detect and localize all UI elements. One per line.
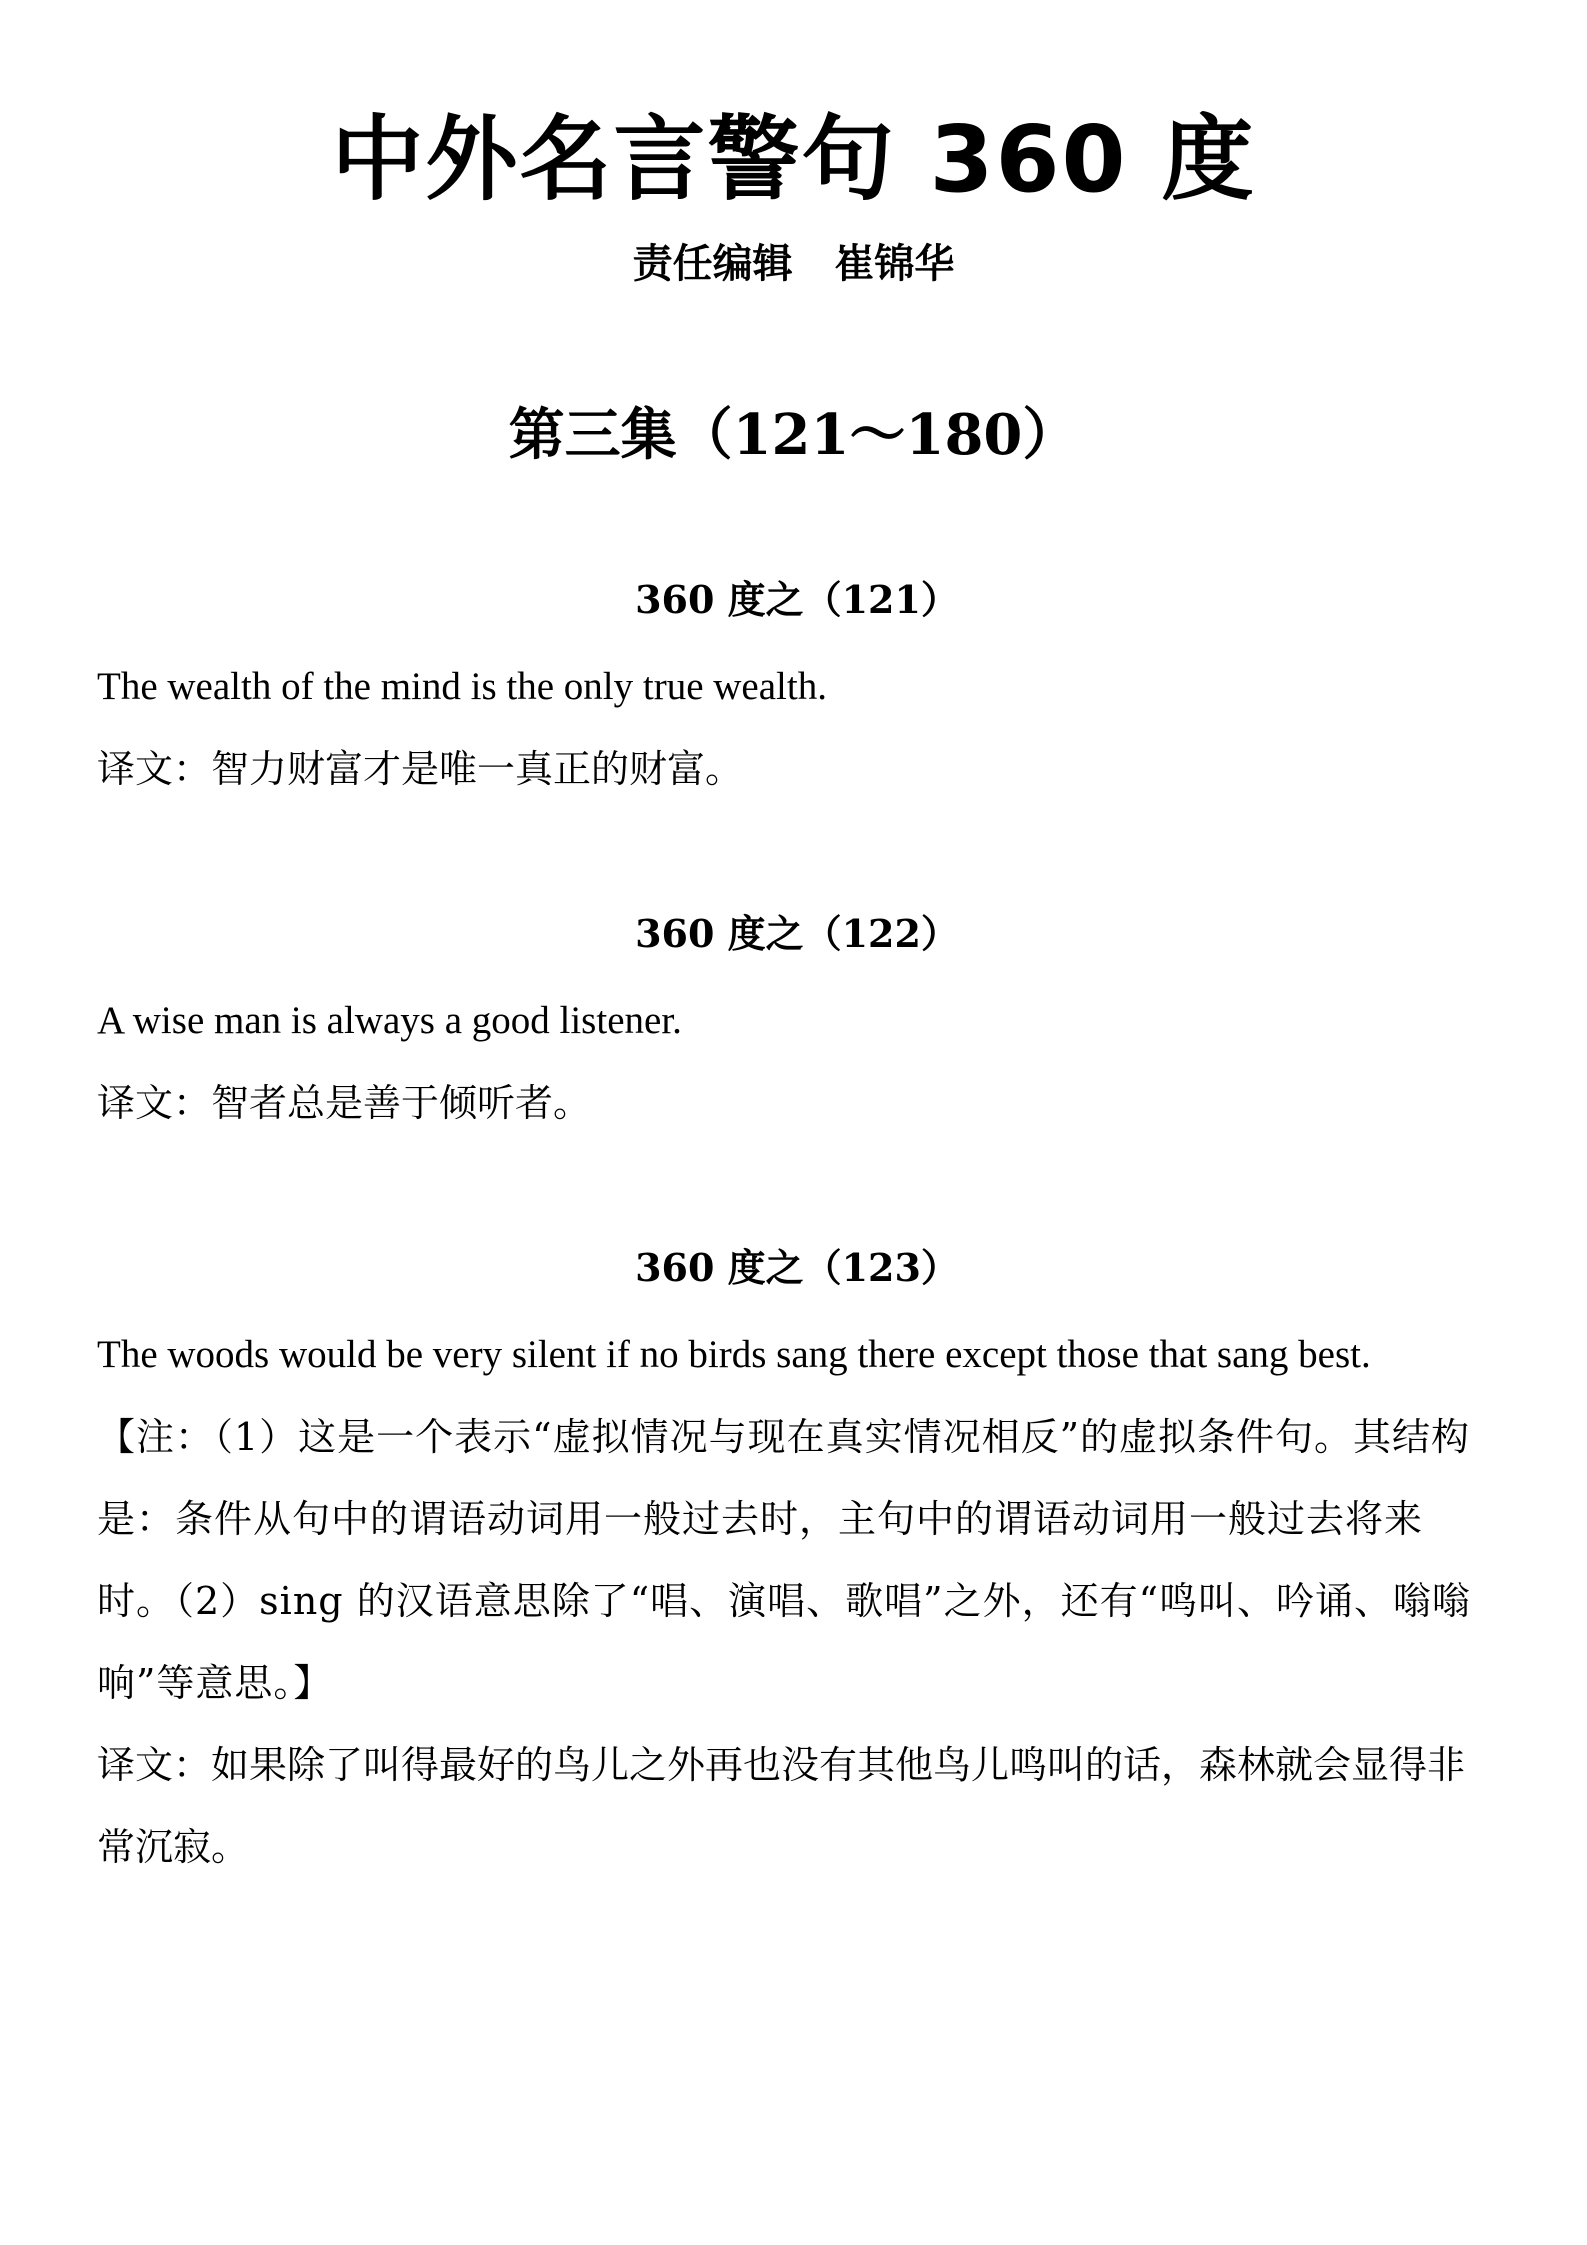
quote-english: The wealth of the mind is the only true wealth. — [97, 665, 827, 708]
quote-english: The woods would be very silent if no birds sang there except those that sang best. — [97, 1333, 1371, 1376]
quote-translation: 译文：智者总是善于倾听者。 — [97, 1081, 592, 1125]
quote-translation: 译文：如果除了叫得最好的鸟儿之外再也没有其他鸟儿鸣叫的话，森林就会显得非常沉寂。 — [97, 1743, 1466, 1869]
quote-section-123 — [97, 1240, 1497, 1888]
document-title: 中外名言警句 360 度 — [331, 106, 1256, 213]
quote-heading: 360 度之（122） — [635, 911, 959, 956]
volume-title: 第三集（121～180） — [508, 402, 1079, 468]
quote-english: A wise man is always a good listener. — [97, 999, 682, 1042]
quote-section-122 — [97, 906, 1497, 1144]
editor-credit: 责任编辑 崔锦华 — [632, 241, 955, 287]
quote-heading: 360 度之（121） — [635, 577, 959, 622]
quote-section-121 — [97, 572, 1497, 810]
quote-translation: 译文：智力财富才是唯一真正的财富。 — [97, 747, 744, 791]
quote-heading: 360 度之（123） — [635, 1245, 959, 1290]
quote-grammar-note: 【注：（1）这是一个表示“虚拟情况与现在真实情况相反”的虚拟条件句。其结构是：条件从句中的谓语动词用一般过去时，主句中的谓语动词用一般过去将来时。（2）sing 的汉语意思除了“唱、演唱、歌唱”之外，还有“鸣叫、吟诵、嗡嗡响”等意思。】 — [97, 1415, 1471, 1705]
